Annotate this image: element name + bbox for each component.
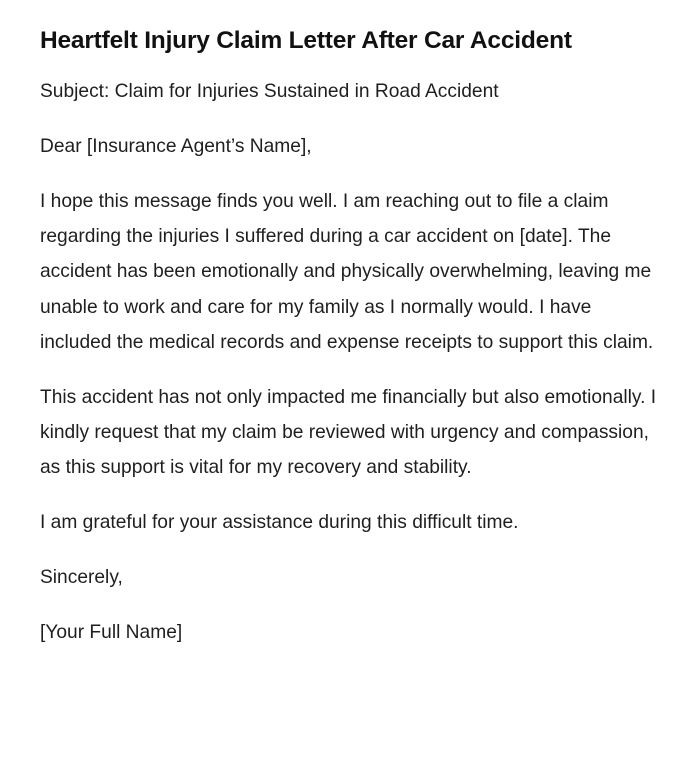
body-paragraph-intro: I hope this message finds you well. I am reaching out to file a claim regarding the injuries I suffered during a car accident on [date]. The accident has been emotionally and physically overwhelming, leaving me unable to work and care for my family as I normally would. I have included the medical records and expense receipts to support this claim.	[40, 191, 654, 353]
letter-document	[40, 24, 660, 670]
signature-placeholder: [Your Full Name]	[40, 622, 183, 644]
closing-line: Sincerely,	[40, 567, 123, 589]
salutation: Dear [Insurance Agent’s Name],	[40, 136, 312, 157]
subject-line: Subject: Claim for Injuries Sustained in Road Accident	[40, 81, 499, 102]
body-paragraph-impact: This accident has not only impacted me financially but also emotionally. I kindly request that my claim be reviewed with urgency and compassion, as this support is vital for my recovery and stability.	[40, 386, 657, 479]
page-title: Heartfelt Injury Claim Letter After Car Accident	[40, 27, 572, 54]
body-paragraph-gratitude: I am grateful for your assistance during this difficult time.	[40, 512, 519, 534]
